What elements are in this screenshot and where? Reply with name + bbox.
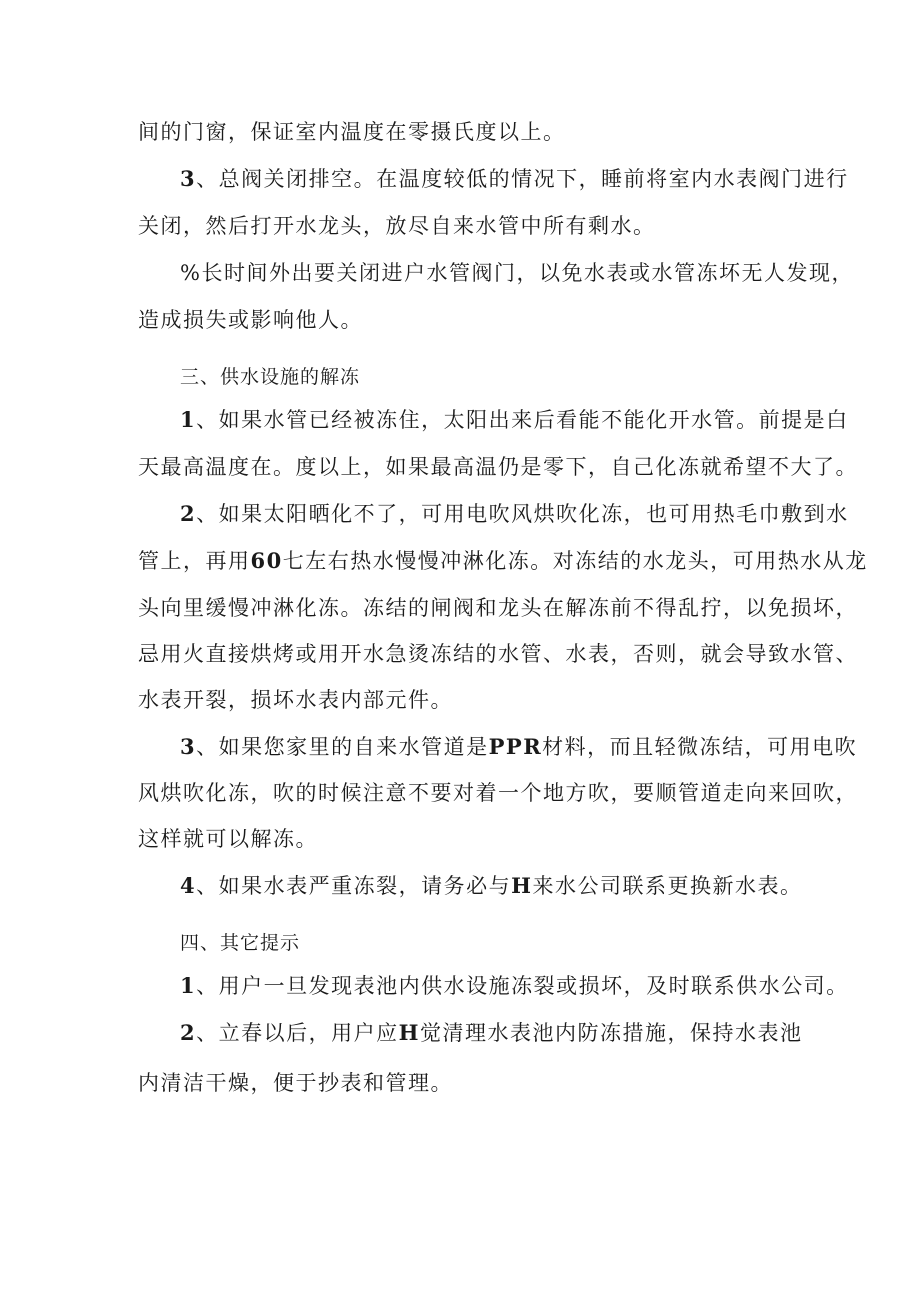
paragraph-line xyxy=(138,305,363,335)
line-text: 关闭，然后打开水龙头，放尽自来水管中所有剩水。 xyxy=(138,214,656,238)
line-text: 水表开裂，损坏水表内部元件。 xyxy=(138,688,453,712)
paragraph-line xyxy=(138,824,318,854)
line-text: 、用户一旦发现表池内供水设施冻裂或损坏，及时联系供水公司。 xyxy=(196,974,849,998)
paragraph-line xyxy=(138,452,858,482)
paragraph-line xyxy=(138,685,453,715)
line-text: 风烘吹化冻，吹的时候注意不要对着一个地方吹，要顺管道走向来回吹， xyxy=(138,781,858,805)
item-number: 2 xyxy=(180,501,197,526)
line-text-post: 觉清理水表池内防冻措施，保持水表池 xyxy=(419,1021,803,1045)
paragraph-line xyxy=(138,1068,453,1098)
line-text-bold: H xyxy=(511,873,533,898)
section-heading xyxy=(180,928,300,958)
line-text: 天最高温度在。度以上，如果最高温仍是零下，自己化冻就希望不大了。 xyxy=(138,455,858,479)
line-text-pre: 管上，再用 xyxy=(138,549,251,573)
paragraph-line xyxy=(138,639,858,669)
item-number: 1 xyxy=(180,973,197,998)
line-text-pre: 、如果您家里的自来水管道是 xyxy=(196,735,489,759)
list-item-line xyxy=(180,1018,802,1048)
paragraph-line xyxy=(138,778,858,808)
item-number: 2 xyxy=(180,1020,197,1045)
paragraph-line xyxy=(180,258,854,288)
list-item-line xyxy=(180,871,802,901)
item-number: 3 xyxy=(180,734,197,759)
line-text: 、如果水管已经被冻住，太阳出来后看能不能化开水管。前提是白 xyxy=(196,408,849,432)
line-text-post: 来水公司联系更换新水表。 xyxy=(532,874,803,898)
line-text: 间的门窗，保证室内温度在零摄氏度以上。 xyxy=(138,120,566,144)
list-item-line xyxy=(180,971,849,1001)
item-number: 3 xyxy=(180,166,197,191)
section-heading xyxy=(180,362,360,392)
item-number: 1 xyxy=(180,407,197,432)
line-text: %长时间外出要关闭进户水管阀门，以免水表或水管冻坏无人发现， xyxy=(180,261,854,285)
paragraph-line xyxy=(138,211,656,241)
paragraph-line xyxy=(138,117,566,147)
list-item-line xyxy=(180,164,849,194)
line-text: 造成损失或影响他人。 xyxy=(138,308,363,332)
line-text-post: 材料，而且轻微冻结，可用电吹 xyxy=(542,735,858,759)
line-text-bold: H xyxy=(398,1020,420,1045)
heading-text: 四、其它提示 xyxy=(180,932,301,954)
line-text-pre: 、如果水表严重冻裂，请务必与 xyxy=(196,874,512,898)
list-item-line xyxy=(180,732,857,762)
line-text: 头向里缓慢冲淋化冻。冻结的闸阀和龙头在解冻前不得乱拧，以免损坏， xyxy=(138,596,858,620)
line-text-bold: PPR xyxy=(488,734,543,759)
line-text-bold: 60 xyxy=(250,548,283,573)
line-text: 忌用火直接烘烤或用开水急烫冻结的水管、水表，否则，就会导致水管、 xyxy=(138,642,858,666)
line-text: 内清洁干燥，便于抄表和管理。 xyxy=(138,1071,453,1095)
line-text: 、总阀关闭排空。在温度较低的情况下，睡前将室内水表阀门进行 xyxy=(196,167,849,191)
list-item-line xyxy=(180,405,849,435)
line-text-pre: 、立春以后，用户应 xyxy=(196,1021,399,1045)
line-text-post: 七左右热水慢慢冲淋化冻。对冻结的水龙头，可用热水从龙 xyxy=(282,549,868,573)
line-text: 、如果太阳晒化不了，可用电吹风烘吹化冻，也可用热毛巾敷到水 xyxy=(196,502,849,526)
item-number: 4 xyxy=(180,873,197,898)
list-item-line xyxy=(180,499,849,529)
paragraph-line xyxy=(138,546,868,576)
paragraph-line xyxy=(138,593,858,623)
heading-text: 三、供水设施的解冻 xyxy=(180,366,361,388)
line-text: 这样就可以解冻。 xyxy=(138,827,318,851)
